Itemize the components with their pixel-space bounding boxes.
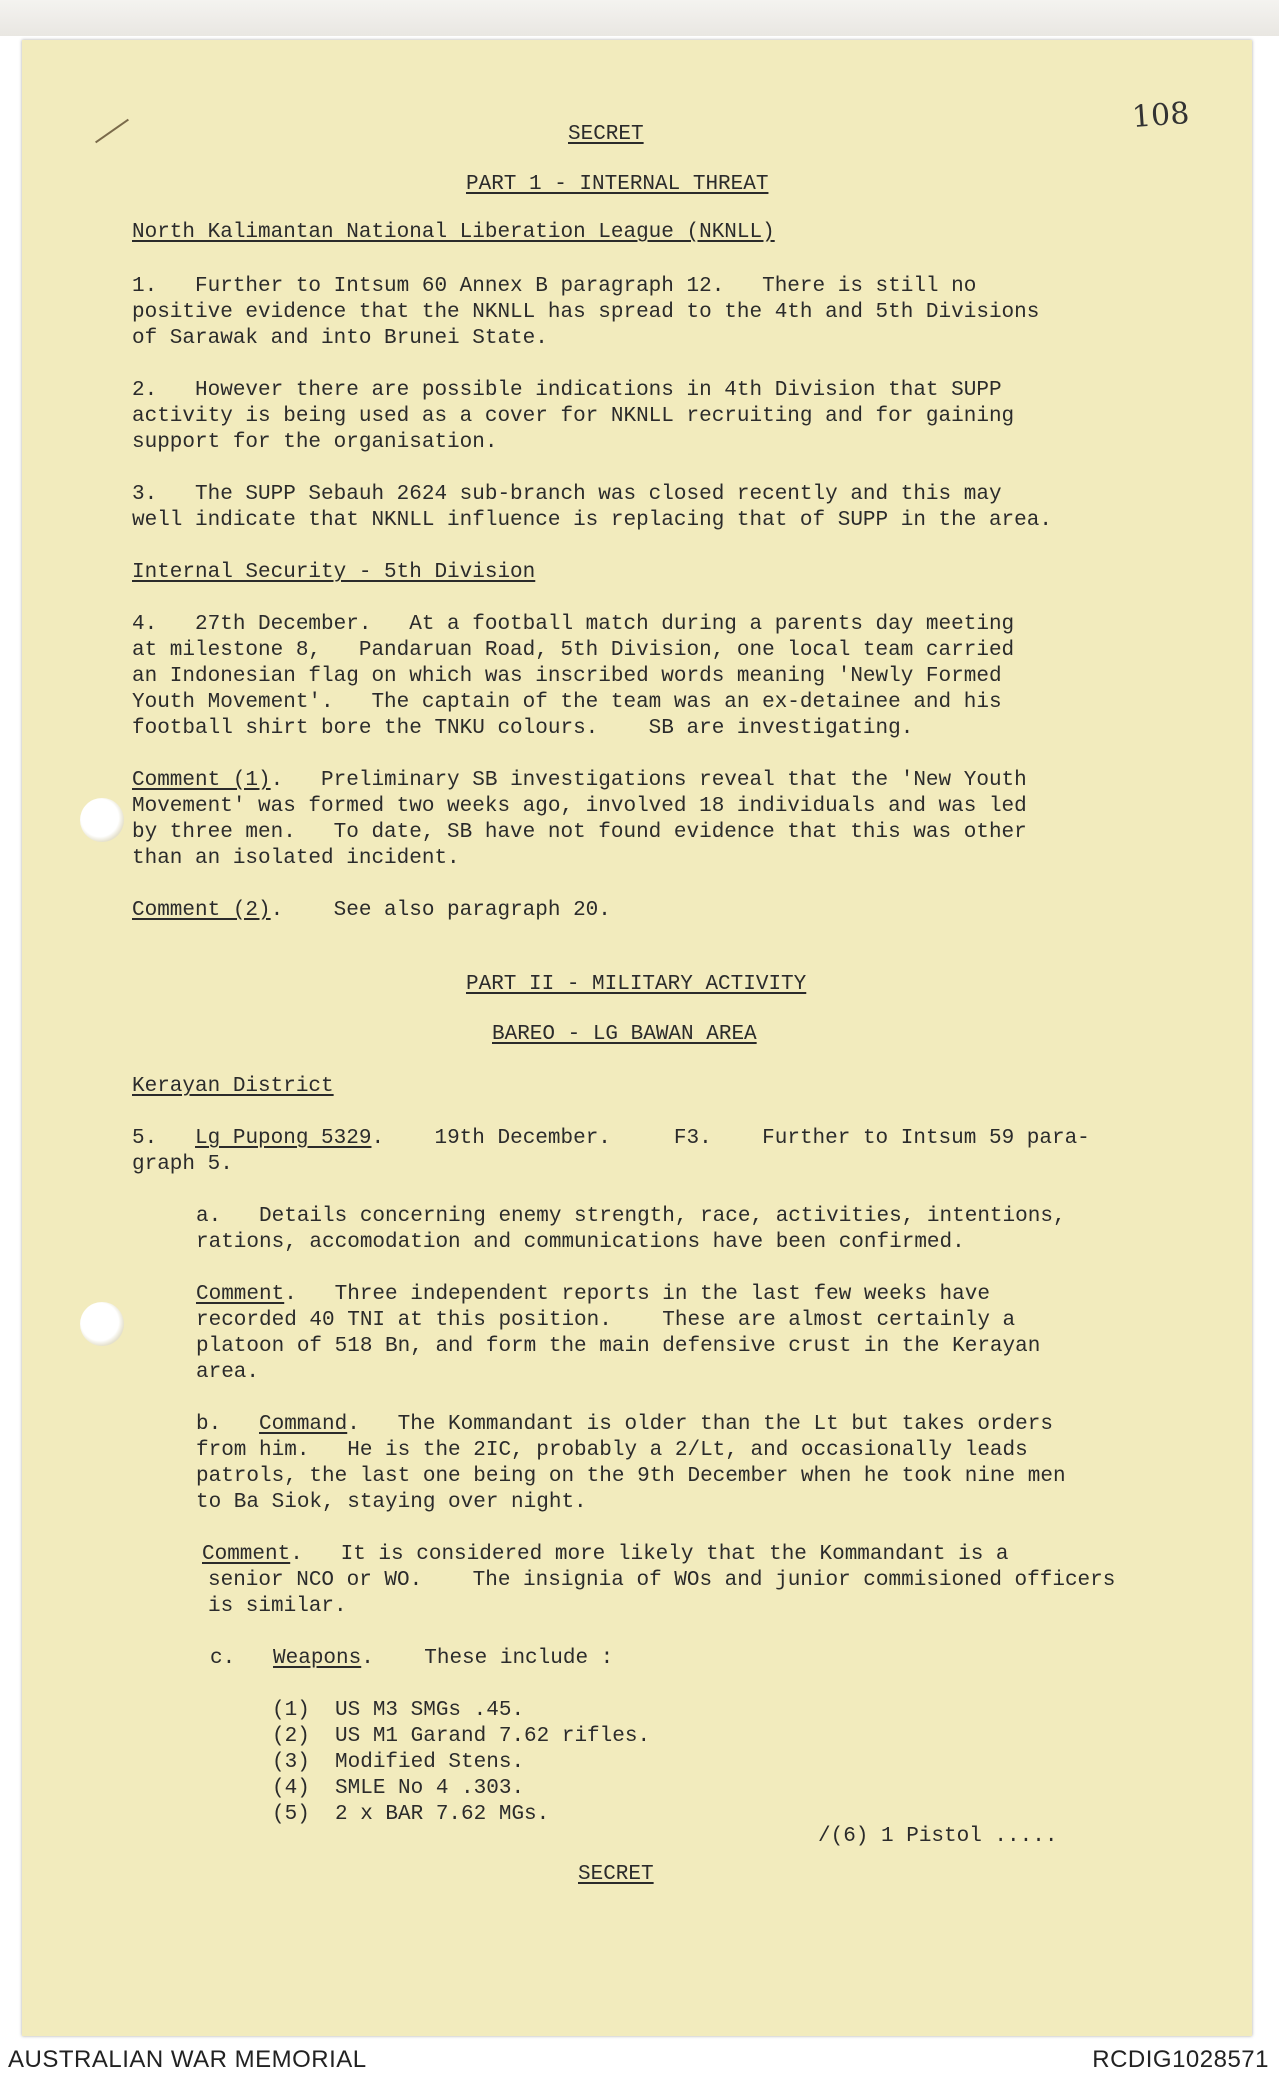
weapon-list-item: (4) SMLE No 4 .303. [272,1777,525,1800]
comment-a-label: Comment [196,1283,285,1306]
comment-a-line: recorded 40 TNI at this position. These are almost certainly a [196,1309,1016,1332]
document-page [22,40,1252,2036]
continuation-note: /(6) 1 Pistol ..... [818,1825,1058,1848]
item-b-line: to Ba Siok, staying over night. [196,1491,587,1514]
punch-hole-top [80,798,124,842]
comment-1-line: than an isolated incident. [132,847,460,870]
comment-b-label: Comment [202,1543,291,1566]
command-label: Command [259,1413,348,1436]
paragraph-4-line: an Indonesian flag on which was inscribed words meaning 'Newly Formed [132,665,1002,688]
item-a-line: a. Details concerning enemy strength, race, activities, intentions, [196,1205,1066,1228]
area-heading: BAREO - LG BAWAN AREA [492,1023,757,1046]
comment-b-line: senior NCO or WO. The insignia of WOs and junior commisioned officers [208,1569,1116,1592]
paragraph-2-line: activity is being used as a cover for NKNLL recruiting and for gaining [132,405,1015,428]
section-heading-internal-security: Internal Security - 5th Division [132,561,536,584]
paragraph-1-line: positive evidence that the NKNLL has spread to the 4th and 5th Divisions [132,301,1040,324]
paragraph-1-line: 1. Further to Intsum 60 Annex B paragraph 12. There is still no [132,275,977,298]
comment-a-line: Comment. Three independent reports in the last few weeks have [196,1283,990,1306]
paragraph-4-line: football shirt bore the TNKU colours. SB are investigating. [132,717,914,740]
page-number: 108 [1130,96,1191,135]
paragraph-2-line: support for the organisation. [132,431,498,454]
paragraph-5-line: graph 5. [132,1153,233,1176]
classification-footer: SECRET [578,1863,654,1886]
weapon-list-item: (2) US M1 Garand 7.62 rifles. [272,1725,651,1748]
section-heading-nknll: North Kalimantan National Liberation League (NKNLL) [132,221,775,244]
paragraph-3-line: well indicate that NKNLL influence is replacing that of SUPP in the area. [132,509,1052,532]
punch-hole-bottom [80,1302,124,1346]
paragraph-4-line: 4. 27th December. At a football match during a parents day meeting [132,613,1015,636]
archive-institution: AUSTRALIAN WAR MEMORIAL [8,2046,367,2073]
item-a-line: rations, accomodation and communications have been confirmed. [196,1231,965,1254]
paragraph-3-line: 3. The SUPP Sebauh 2624 sub-branch was closed recently and this may [132,483,1002,506]
weapon-list-item: (1) US M3 SMGs .45. [272,1699,525,1722]
item-b-line: from him. He is the 2IC, probably a 2/Lt, and occasionally leads [196,1439,1028,1462]
pin-mark [95,119,129,144]
paragraph-5-line: 5. Lg Pupong 5329. 19th December. F3. Further to Intsum 59 para- [132,1127,1090,1150]
part1-title: PART 1 - INTERNAL THREAT [466,173,769,196]
comment-2-label: Comment (2) [132,899,271,922]
location-reference: Lg Pupong 5329 [195,1127,372,1150]
part2-title: PART II - MILITARY ACTIVITY [466,973,807,996]
archive-id: RCDIG1028571 [1092,2046,1269,2073]
archive-footer [0,2040,1279,2082]
item-b-line: patrols, the last one being on the 9th December when he took nine men [196,1465,1066,1488]
scan-top-strip [0,0,1279,36]
weapon-list-item: (3) Modified Stens. [272,1751,525,1774]
comment-a-line: platoon of 518 Bn, and form the main defensive crust in the Kerayan [196,1335,1041,1358]
comment-a-line: area. [196,1361,260,1384]
comment-b-line: Comment. It is considered more likely that the Kommandant is a [202,1543,1009,1566]
paragraph-4-line: at milestone 8, Pandaruan Road, 5th Division, one local team carried [132,639,1015,662]
comment-1-line: by three men. To date, SB have not found evidence that this was other [132,821,1027,844]
item-c-line: c. Weapons. These include : [210,1647,614,1670]
item-b-line: b. Command. The Kommandant is older than the Lt but takes orders [196,1413,1053,1436]
weapon-list-item: (5) 2 x BAR 7.62 MGs. [272,1803,550,1826]
comment-2-line: Comment (2). See also paragraph 20. [132,899,611,922]
comment-1-line: Comment (1). Preliminary SB investigations reveal that the 'New Youth [132,769,1027,792]
comment-1-line: Movement' was formed two weeks ago, involved 18 individuals and was led [132,795,1027,818]
paragraph-1-line: of Sarawak and into Brunei State. [132,327,548,350]
comment-1-label: Comment (1) [132,769,271,792]
district-heading: Kerayan District [132,1075,334,1098]
paragraph-2-line: 2. However there are possible indications in 4th Division that SUPP [132,379,1002,402]
comment-b-line: is similar. [208,1595,347,1618]
weapons-label: Weapons [273,1647,362,1670]
classification-header: SECRET [568,123,644,146]
paragraph-4-line: Youth Movement'. The captain of the team was an ex-detainee and his [132,691,1002,714]
